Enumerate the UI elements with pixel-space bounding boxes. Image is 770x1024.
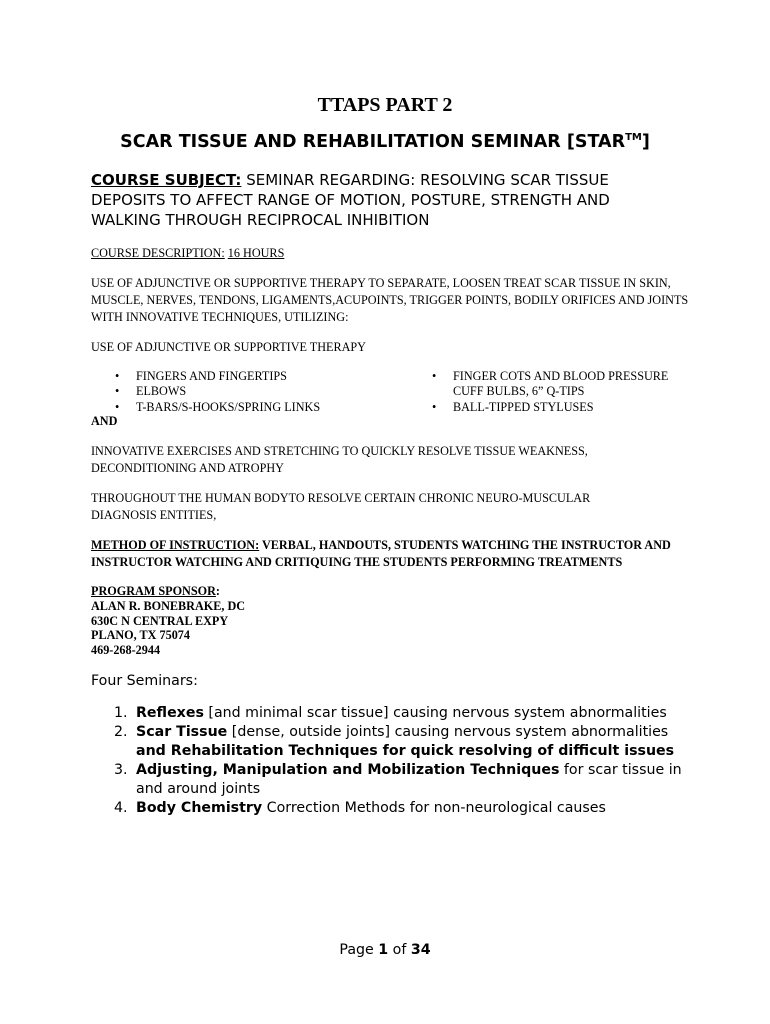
bullet-icon: • [115, 399, 120, 414]
bullet-icon: • [115, 384, 120, 399]
seminar-number: 2. [114, 724, 128, 740]
course-subject [91, 170, 651, 230]
sponsor-street: 630C N CENTRAL EXPY [91, 613, 229, 628]
list-item-text: FINGERS AND FINGERTIPS [136, 369, 287, 383]
and-label: AND [91, 414, 118, 428]
bullet-icon: • [432, 369, 437, 383]
seminar-title [0, 132, 770, 152]
trademark-sup: TM [625, 132, 642, 143]
list-item-text: FINGER COTS AND BLOOD PRESSURE CUFF BULBS, 6” Q-TIPS [453, 369, 669, 399]
seminar-number: 4. [114, 800, 128, 816]
sponsor-label: PROGRAM SPONSOR [91, 584, 216, 598]
page-total: 34 [410, 942, 431, 958]
seminar-number: 1. [114, 705, 128, 721]
seminar-bold-tail: and Rehabilitation Techniques for quick resolving of difficult issues [136, 743, 675, 759]
therapy-line: USE OF ADJUNCTIVE OR SUPPORTIVE THERAPY [91, 340, 366, 354]
program-sponsor [91, 584, 245, 658]
exercises-paragraph: INNOVATIVE EXERCISES AND STRETCHING TO QUICKLY RESOLVE TISSUE WEAKNESS, DECONDITIONING AND ATROPHY [91, 444, 588, 475]
seminar-text: [and minimal scar tissue] causing nervous system abnormalities [203, 705, 667, 721]
seminar-title-bold: Scar Tissue [136, 724, 228, 740]
sponsor-colon: : [215, 584, 220, 598]
page-word: Page [339, 942, 379, 958]
sponsor-phone: 469-268-2944 [91, 643, 161, 658]
seminar-text: for scar tissue in and around joints [136, 762, 682, 797]
page-footer [0, 942, 770, 958]
course-hours: 16 HOURS [227, 246, 285, 260]
seminar-title-text: SCAR TISSUE AND REHABILITATION SEMINAR [STAR [120, 132, 626, 152]
list-item [91, 369, 320, 384]
sponsor-heading [91, 584, 245, 599]
list-item [408, 400, 698, 415]
seminar-title-bold: Reflexes [136, 705, 204, 721]
seminars-list [91, 704, 691, 818]
course-description-heading [91, 245, 284, 262]
list-item [91, 384, 320, 399]
tools-list-left [91, 369, 320, 415]
seminar-item [91, 704, 691, 723]
list-item-text: T-BARS/S-HOOKS/SPRING LINKS [136, 399, 321, 414]
seminar-item [91, 723, 691, 761]
document-title: TTAPS PART 2 [317, 94, 453, 116]
list-item-text: BALL-TIPPED STYLUSES [453, 399, 594, 414]
course-description-label: COURSE DESCRIPTION: [91, 246, 225, 260]
seminar-item [91, 761, 691, 799]
seminar-title-end: ] [641, 132, 650, 152]
list-item [91, 400, 320, 415]
course-description-paragraph: USE OF ADJUNCTIVE OR SUPPORTIVE THERAPY TO SEPARATE, LOOSEN TREAT SCAR TISSUE IN SKIN, MUSCLE, NERVES, TENDONS, LIGAMENTS,ACUPOINTS, TRIGGER POINTS, BODILY ORIFICES AND JOINTS WITH INNOVATIVE TECHNIQUES, UTILIZING: [91, 276, 689, 324]
list-item-text: ELBOWS [136, 384, 187, 399]
tools-list-right [408, 369, 698, 415]
method-of-instruction [91, 537, 691, 571]
bullet-icon: • [432, 399, 437, 414]
method-label: METHOD OF INSTRUCTION: [91, 538, 260, 552]
bullet-icon: • [115, 369, 120, 383]
seminar-text: [dense, outside joints] causing nervous system abnormalities [227, 724, 669, 740]
seminar-text: Correction Methods for non-neurological causes [262, 800, 606, 816]
list-item [408, 369, 698, 400]
seminar-title-bold: Adjusting, Manipulation and Mobilization Techniques [136, 762, 560, 778]
sponsor-name: ALAN R. BONEBRAKE, DC [91, 598, 246, 613]
of-word: of [388, 942, 411, 958]
seminar-title-bold: Body Chemistry [136, 800, 263, 816]
seminar-item [91, 799, 691, 818]
seminar-number: 3. [114, 762, 128, 778]
course-subject-label: COURSE SUBJECT: [91, 171, 242, 189]
method-text: VERBAL, HANDOUTS, STUDENTS WATCHING THE INSTRUCTOR AND INSTRUCTOR WATCHING AND CRITIQUING THE STUDENTS PERFORMING TREATMENTS [91, 538, 671, 569]
page-number: 1 [378, 942, 389, 958]
sponsor-city: PLANO, TX 75074 [91, 628, 190, 643]
throughout-paragraph: THROUGHOUT THE HUMAN BODYTO RESOLVE CERTAIN CHRONIC NEURO-MUSCULAR DIAGNOSIS ENTITIES, [91, 491, 591, 522]
seminars-heading: Four Seminars: [91, 673, 198, 689]
course-subject-text: SEMINAR REGARDING: RESOLVING SCAR TISSUE DEPOSITS TO AFFECT RANGE OF MOTION, POSTURE, STRENGTH AND WALKING THROUGH RECIPROCAL INHIBITION [91, 171, 610, 229]
